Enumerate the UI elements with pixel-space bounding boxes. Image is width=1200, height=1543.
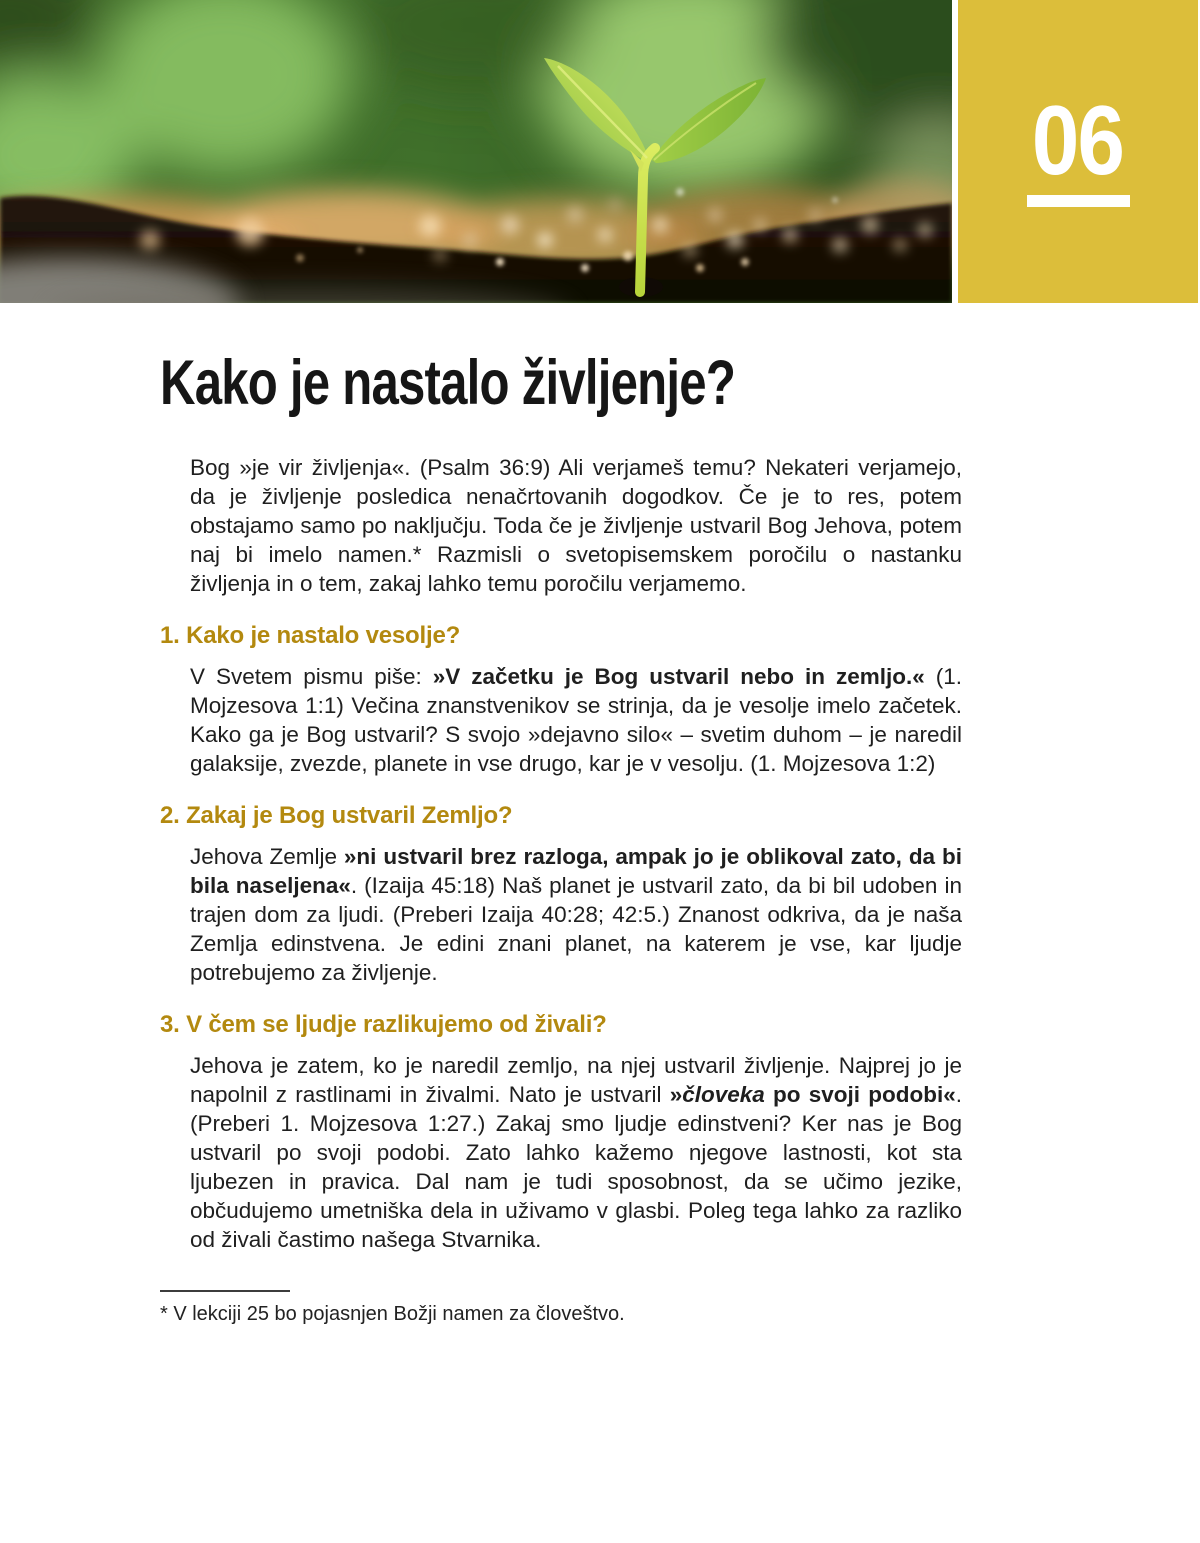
footnote-area bbox=[160, 1290, 962, 1327]
page-title: Kako je nastalo življenje? bbox=[160, 348, 736, 418]
lesson-content bbox=[160, 348, 963, 1327]
section-2-paragraph: Jehova Zemlje »ni ustvaril brez razloga, ampak jo je oblikoval zato, da bi bila naseljena«. (Izaija 45:18) Naš planet je ustvaril zato, da bi bil udoben in trajen dom za ljudi. (Preberi Izaija 40:28; 42:5.) Znanost odkriva, da je naša Zemlja edinstvena. Je edini znani planet, na katerem je vse, kar ljudje potrebujemo za življenje. bbox=[190, 844, 962, 985]
intro-paragraph: Bog »je vir življenja«. (Psalm 36:9) Ali verjameš temu? Nekateri verjamejo, da je življenje posledica nenačrtovanih dogodkov. Če je to res, potem obstajamo samo po naključju. Toda če je življenje ustvaril Bog Jehova, potem naj bi imelo namen.* Razmisli o svetopisemskem poročilu o nastanku življenja in o tem, zakaj lahko temu poročilu verjamemo. bbox=[190, 455, 962, 596]
section-2-heading: 2. Zakaj je Bog ustvaril Zemljo? bbox=[160, 802, 513, 829]
section-1-paragraph: V Svetem pismu piše: »V začetku je Bog ustvaril nebo in zemljo.« (1. Mojzesova 1:1) Večina znanstvenikov se strinja, da je vesolje imelo začetek. Kako ga je Bog ustvaril? S svojo »dejavno silo« – svetim duhom – je naredil galaksije, zvezde, planete in vse drugo, kar je v vesolju. (1. Mojzesova 1:2) bbox=[190, 664, 962, 776]
section-3-paragraph: Jehova je zatem, ko je naredil zemljo, na njej ustvaril življenje. Najprej jo je napolnil z rastlinami in živalmi. Nato je ustvaril »človeka po svoji podobi«. (Preberi 1. Mojzesova 1:27.) Zakaj smo ljudje edinstveni? Ker nas je Bog ustvaril po svoji podobi. Zato lahko kažemo njegove lastnosti, kot sta ljubezen in pravica. Dal nam je tudi sposobnost, da se učimo jezike, občudujemo umetniška dela in uživamo v glasbi. Poleg tega lahko za razliko od živali častimo našega Stvarnika. bbox=[190, 1053, 963, 1252]
chapter-number-tab bbox=[958, 0, 1198, 303]
seedling-photo-illustration bbox=[0, 0, 952, 303]
header-photo-seedling bbox=[0, 0, 952, 303]
chapter-number: 06 bbox=[1032, 84, 1124, 195]
section-1-heading: 1. Kako je nastalo vesolje? bbox=[160, 622, 461, 649]
section-3-heading: 3. V čem se ljudje razlikujemo od živali? bbox=[160, 1011, 607, 1038]
header bbox=[0, 0, 1200, 303]
footnote-text: * V lekciji 25 bo pojasnjen Božji namen za človeštvo. bbox=[160, 1303, 625, 1325]
section-3 bbox=[160, 1013, 962, 1254]
footnote-divider bbox=[160, 1290, 290, 1292]
section-1 bbox=[160, 624, 962, 778]
section-2 bbox=[160, 804, 962, 987]
chapter-number-underline bbox=[1027, 195, 1130, 207]
